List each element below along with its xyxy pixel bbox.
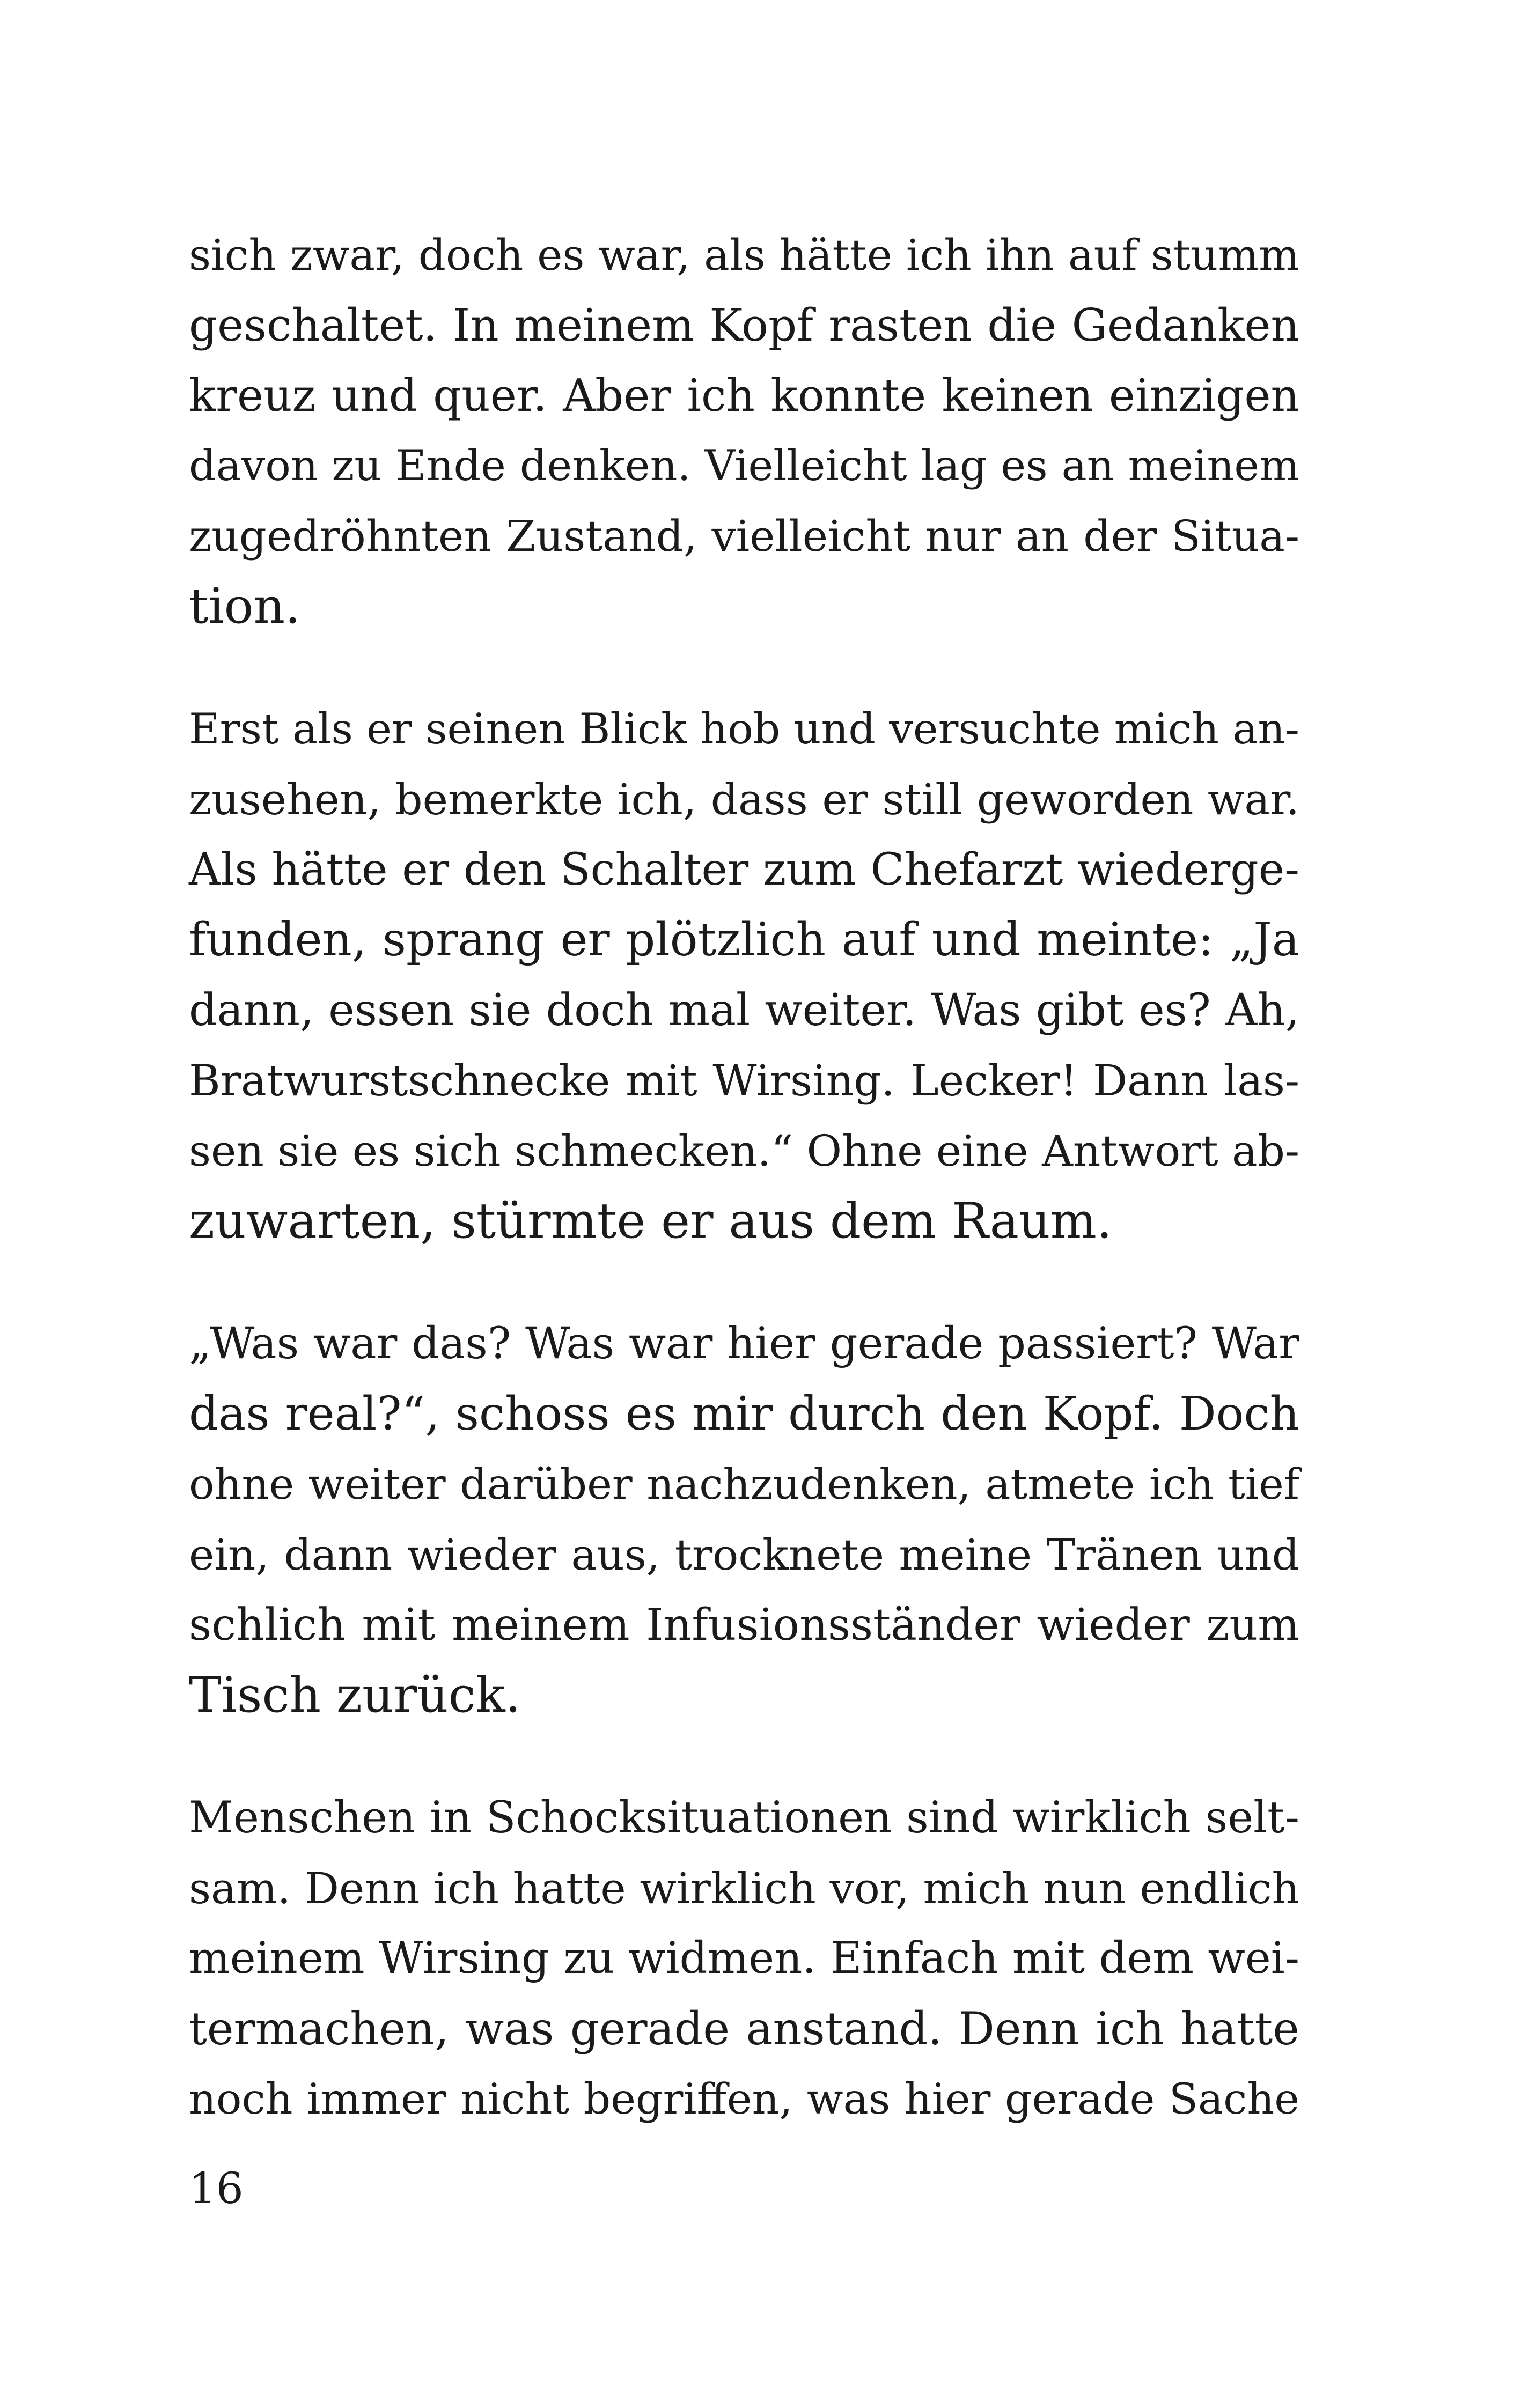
text-line: funden, sprang er plötzlich auf und meinte: „Ja	[189, 913, 1299, 967]
text-line: dann, essen sie doch mal weiter. Was gibt es? Ah,	[189, 985, 1299, 1036]
text-line: sen sie es sich schmecken.“ Ohne eine Antwort ab-	[189, 1126, 1299, 1176]
paragraph-4	[189, 1783, 1299, 2134]
paragraph-gap	[189, 1256, 1299, 1309]
text-line: zugedröhnten Zustand, vielleicht nur an der Situa-	[189, 511, 1299, 561]
text-line: Als hätte er den Schalter zum Chefarzt wiederge-	[189, 844, 1299, 895]
text-line: geschaltet. In meinem Kopf rasten die Gedanken	[189, 299, 1299, 351]
text-line: kreuz und quer. Aber ich konnte keinen einzigen	[189, 370, 1299, 422]
text-line: noch immer nicht begriffen, was hier gerade Sache	[189, 2074, 1299, 2124]
page-number: 16	[189, 2163, 244, 2213]
paragraph-2	[189, 694, 1299, 1256]
text-line: ohne weiter darüber nachzudenken, atmete ich tief	[189, 1460, 1299, 1509]
paragraph-3	[189, 1309, 1299, 1730]
text-line: sich zwar, doch es war, als hätte ich ihn auf stumm	[189, 230, 1299, 280]
text-line: termachen, was gerade anstand. Denn ich hatte	[189, 2002, 1299, 2055]
text-line: Erst als er seinen Blick hob und versuchte mich an-	[189, 704, 1299, 754]
paragraph-1	[189, 220, 1299, 642]
text-line: Bratwurstschnecke mit Wirsing. Lecker! Dann las-	[189, 1056, 1299, 1106]
text-line: das real?“, schoss es mir durch den Kopf. Doch	[189, 1387, 1299, 1441]
text-line: „Was war das? Was war hier gerade passiert? War	[189, 1319, 1299, 1369]
body-text	[189, 220, 1299, 2134]
text-line: tion.	[189, 578, 300, 635]
text-line: ein, dann wieder aus, trocknete meine Tränen und	[189, 1530, 1299, 1580]
text-line: zuwarten, stürmte er aus dem Raum.	[189, 1193, 1112, 1249]
text-line: Tisch zurück.	[189, 1667, 521, 1724]
paragraph-gap	[189, 642, 1299, 694]
text-line: Menschen in Schocksituationen sind wirklich selt-	[189, 1793, 1299, 1843]
text-line: sam. Denn ich hatte wirklich vor, mich nun endlich	[189, 1864, 1299, 1913]
paragraph-gap	[189, 1730, 1299, 1783]
text-line: schlich mit meinem Infusionsständer wieder zum	[189, 1600, 1299, 1651]
text-line: meinem Wirsing zu widmen. Einfach mit dem wei-	[189, 1933, 1299, 1984]
text-line: davon zu Ende denken. Vielleicht lag es an meinem	[189, 441, 1299, 490]
text-line: zusehen, bemerkte ich, dass er still geworden war.	[189, 775, 1299, 824]
